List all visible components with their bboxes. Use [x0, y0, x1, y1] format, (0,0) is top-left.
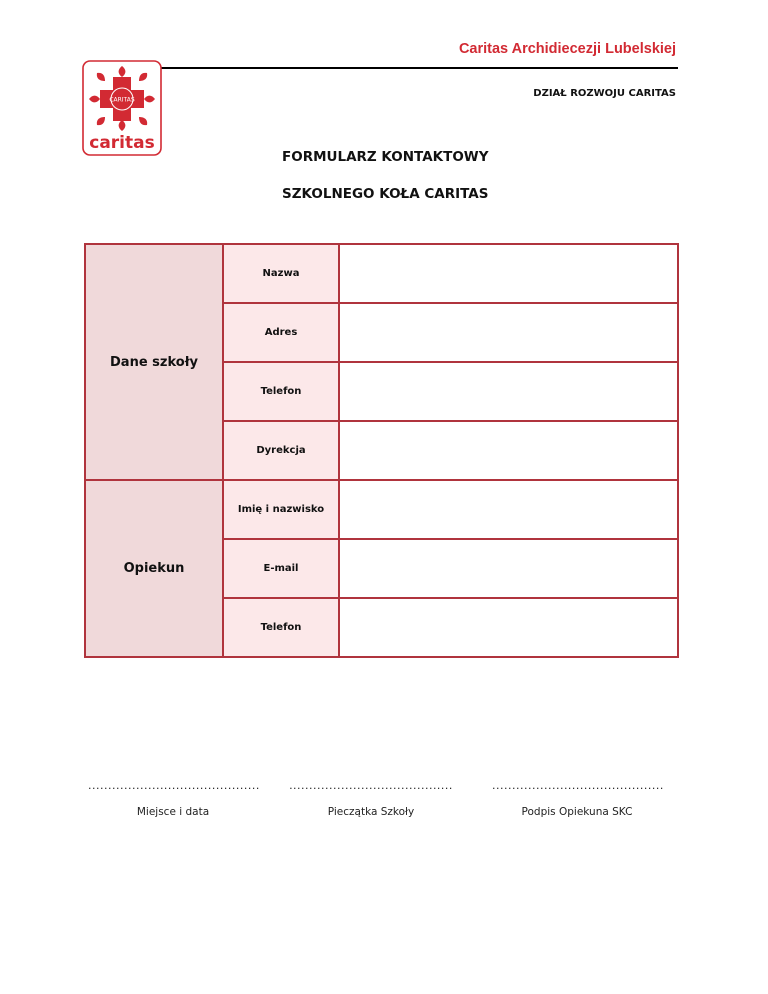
department-name: DZIAŁ ROZWOJU CARITAS — [533, 88, 676, 99]
caritas-logo — [82, 60, 162, 156]
guardian-name-field[interactable] — [339, 480, 678, 539]
signature-caption: Pieczątka Szkoły — [327, 806, 415, 818]
signature-stamp — [286, 780, 456, 818]
field-label-guardian-phone: Telefon — [223, 598, 339, 657]
field-label-email: E-mail — [223, 539, 339, 598]
signature-line[interactable]: ........................................... — [88, 779, 260, 792]
field-label-management: Dyrekcja — [223, 421, 339, 480]
header-rule — [160, 67, 678, 69]
school-address-field[interactable] — [339, 303, 678, 362]
school-name-field[interactable] — [339, 244, 678, 303]
field-label-name: Nazwa — [223, 244, 339, 303]
caritas-wordmark: caritas — [89, 133, 155, 153]
field-label-address: Adres — [223, 303, 339, 362]
signature-caption: Miejsce i data — [136, 806, 210, 818]
field-label-full-name: Imię i nazwisko — [223, 480, 339, 539]
guardian-group: Opiekun — [85, 480, 223, 657]
signature-place-date — [88, 780, 258, 818]
organization-name: Caritas Archidiecezji Lubelskiej — [458, 41, 676, 57]
svg-text:CARITAS: CARITAS — [109, 96, 135, 104]
signature-line[interactable]: ......................................... — [289, 779, 453, 792]
document-title-line2: SZKOLNEGO KOŁA CARITAS — [282, 186, 489, 202]
school-management-field[interactable] — [339, 421, 678, 480]
school-data-group: Dane szkoły — [85, 244, 223, 480]
signature-line[interactable]: ........................................... — [492, 779, 664, 792]
signature-caption: Podpis Opiekuna SKC — [521, 806, 633, 818]
document-title-line1: FORMULARZ KONTAKTOWY — [282, 149, 489, 165]
school-phone-field[interactable] — [339, 362, 678, 421]
contact-form-table — [84, 243, 679, 658]
table-row — [85, 244, 678, 303]
field-label-phone: Telefon — [223, 362, 339, 421]
guardian-phone-field[interactable] — [339, 598, 678, 657]
table-row — [85, 480, 678, 539]
signature-guardian — [492, 780, 662, 818]
guardian-email-field[interactable] — [339, 539, 678, 598]
